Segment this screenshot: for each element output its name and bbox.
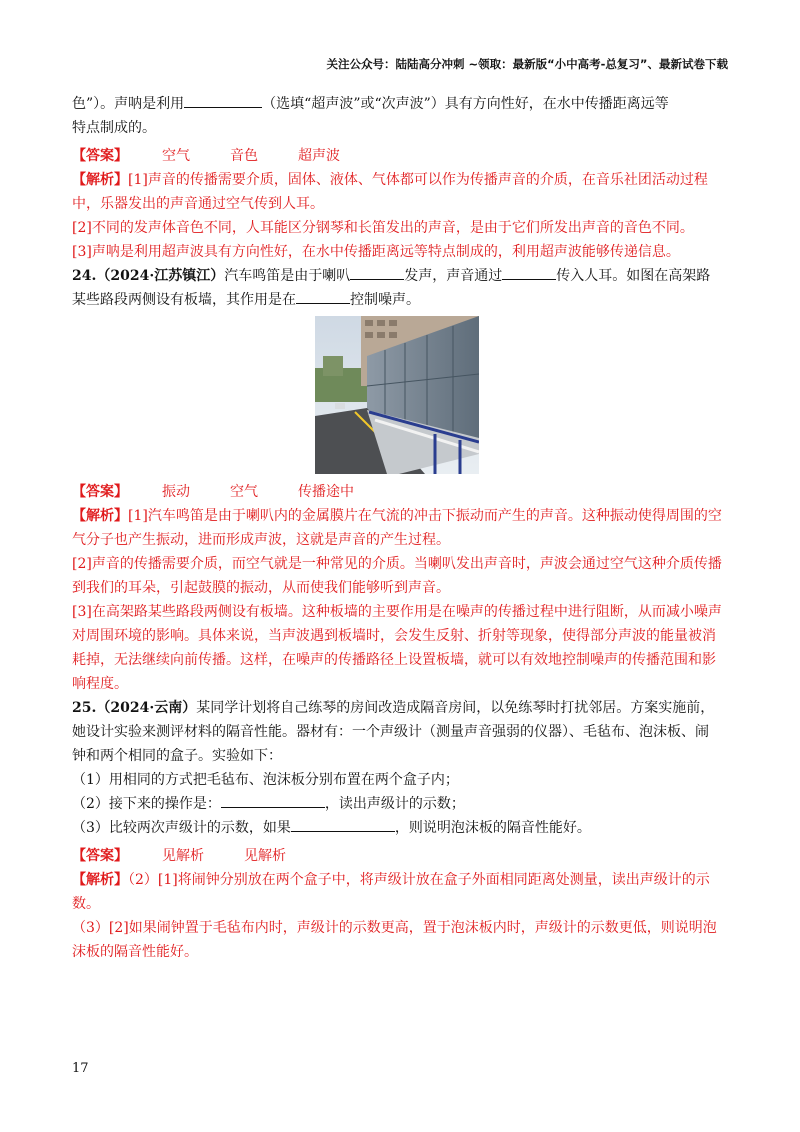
q23-analysis-2: [2]不同的发声体音色不同，人耳能区分钢琴和长笛发出的声音，是由于它们所发出声音的音色不同。 (72, 220, 694, 236)
q23-analysis-1 (72, 168, 722, 216)
answer-item: 空气 (162, 148, 190, 164)
question-number: 25. (72, 700, 97, 716)
q24-stem-a: 汽车鸣笛是由于喇叭 (224, 268, 351, 284)
q25-step-2a: （2）接下来的操作是： (72, 796, 221, 812)
answer-item: 见解析 (162, 848, 204, 864)
q25-step-2 (72, 792, 722, 816)
q24-stem-d: 某些路段两侧设有板墙，其作用是在 (72, 292, 296, 308)
q23-answer (72, 144, 722, 168)
q24-blank-1 (350, 264, 404, 280)
answer-item: 见解析 (244, 848, 286, 864)
q24-analysis-1 (72, 504, 722, 552)
q24-blank-2 (502, 264, 556, 280)
page-header: 关注公众号：陆陆高分冲刺 ~领取：最新版“小中高考-总复习”、最新试卷下载 (326, 57, 728, 71)
q24-stem (72, 264, 722, 288)
page-number: 17 (72, 1061, 89, 1076)
q25-blank-2 (291, 816, 395, 832)
q25-answer (72, 844, 722, 868)
q23-stem-b: （选填“超声波”或“次声波”）具有方向性好，在水中传播距离远等 (262, 96, 669, 112)
q25-step-3b: ，则说明泡沫板的隔音性能好。 (394, 820, 591, 836)
q24-analysis-3: [3]在高架路某些路段两侧设有板墙。这种板墙的主要作用是在噪声的传播过程中进行阻断，从而减小噪声对周围环境的影响。具体来说，当声波遇到板墙时，会发生反射、折射等现象，使得部分声波的能量被消耗掉，无法继续向前传播。这样，在噪声的传播路径上设置板墙，就可以有效地控制噪声的传播范围和影响程度。 (72, 604, 722, 692)
q23-analysis-3: [3]声呐是利用超声波具有方向性好，在水中传播距离远等特点制成的，利用超声波能够传递信息。 (72, 244, 680, 260)
answer-item: 振动 (162, 484, 190, 500)
q25-step-3 (72, 816, 722, 840)
q25-analysis-1 (72, 868, 722, 916)
elevated-road-photo (315, 316, 479, 474)
answer-item: 传播途中 (298, 484, 354, 500)
answer-item: 超声波 (298, 148, 340, 164)
analysis-tag: 【解析】 (72, 872, 128, 888)
q24-stem-b: 发声，声音通过 (404, 268, 503, 284)
answer-item: 音色 (230, 148, 258, 164)
answer-tag: 【答案】 (72, 148, 128, 164)
q23-stem-c: 特点制成的。 (72, 120, 156, 136)
analysis-tag: 【解析】 (72, 508, 128, 524)
figure-container (72, 316, 722, 474)
q23-blank (184, 92, 262, 108)
question-source: （2024·云南） (96, 700, 197, 716)
q25-step-1: （1）用相同的方式把毛毡布、泡沫板分别布置在两个盒子内； (72, 772, 459, 788)
q24-stem-e: 控制噪声。 (350, 292, 420, 308)
q24-answer (72, 480, 722, 504)
q25-step-3a: （3）比较两次声级计的示数，如果 (72, 820, 291, 836)
q25-analysis-2: （3）[2]如果闹钟置于毛毡布内时，声级计的示数更高，置于泡沫板内时，声级计的示数更低，则说明泡沫板的隔音性能好。 (72, 920, 717, 960)
answer-item: 空气 (230, 484, 258, 500)
q25-stem (72, 696, 722, 768)
q24-stem-2 (72, 288, 722, 312)
q24-stem-c: 传入人耳。如图在高架路 (556, 268, 711, 284)
q23-stem (72, 92, 722, 116)
analysis-text: [1]汽车鸣笛是由于喇叭内的金属膜片在气流的冲击下振动而产生的声音。这种振动使得周围的空气分子也产生振动，进而形成声波，这就是声音的产生过程。 (72, 508, 722, 548)
analysis-text: [1]声音的传播需要介质，固体、液体、气体都可以作为传播声音的介质，在音乐社团活动过程中，乐器发出的声音通过空气传到人耳。 (72, 172, 708, 212)
q25-step-2b: ，读出声级计的示数； (324, 796, 465, 812)
answer-tag: 【答案】 (72, 484, 128, 500)
q25-stem-a: 某同学计划将自己练琴的房间改造成隔音房间，以免练琴时打扰邻居。方案实施前，她设计实验来测评材料的隔音性能。器材有：一个声级计（测量声音强弱的仪器）、毛毡布、泡沫板、闹钟和两个相同的盒子。实验如下： (72, 700, 715, 764)
answer-tag: 【答案】 (72, 848, 128, 864)
question-source: （2024·江苏镇江） (96, 268, 225, 284)
q24-blank-3 (296, 288, 350, 304)
q24-analysis-2: [2]声音的传播需要介质，而空气就是一种常见的介质。当喇叭发出声音时，声波会通过空气这种介质传播到我们的耳朵，引起鼓膜的振动，从而使我们能够听到声音。 (72, 556, 722, 596)
analysis-tag: 【解析】 (72, 172, 128, 188)
page-content (72, 92, 722, 964)
question-number: 24. (72, 268, 97, 284)
analysis-text: （2）[1]将闹钟分别放在两个盒子中，将声级计放在盒子外面相同距离处测量，读出声级计的示数。 (72, 872, 710, 912)
q23-stem-a: 色”）。声呐是利用 (72, 96, 185, 112)
q25-blank-1 (221, 792, 325, 808)
